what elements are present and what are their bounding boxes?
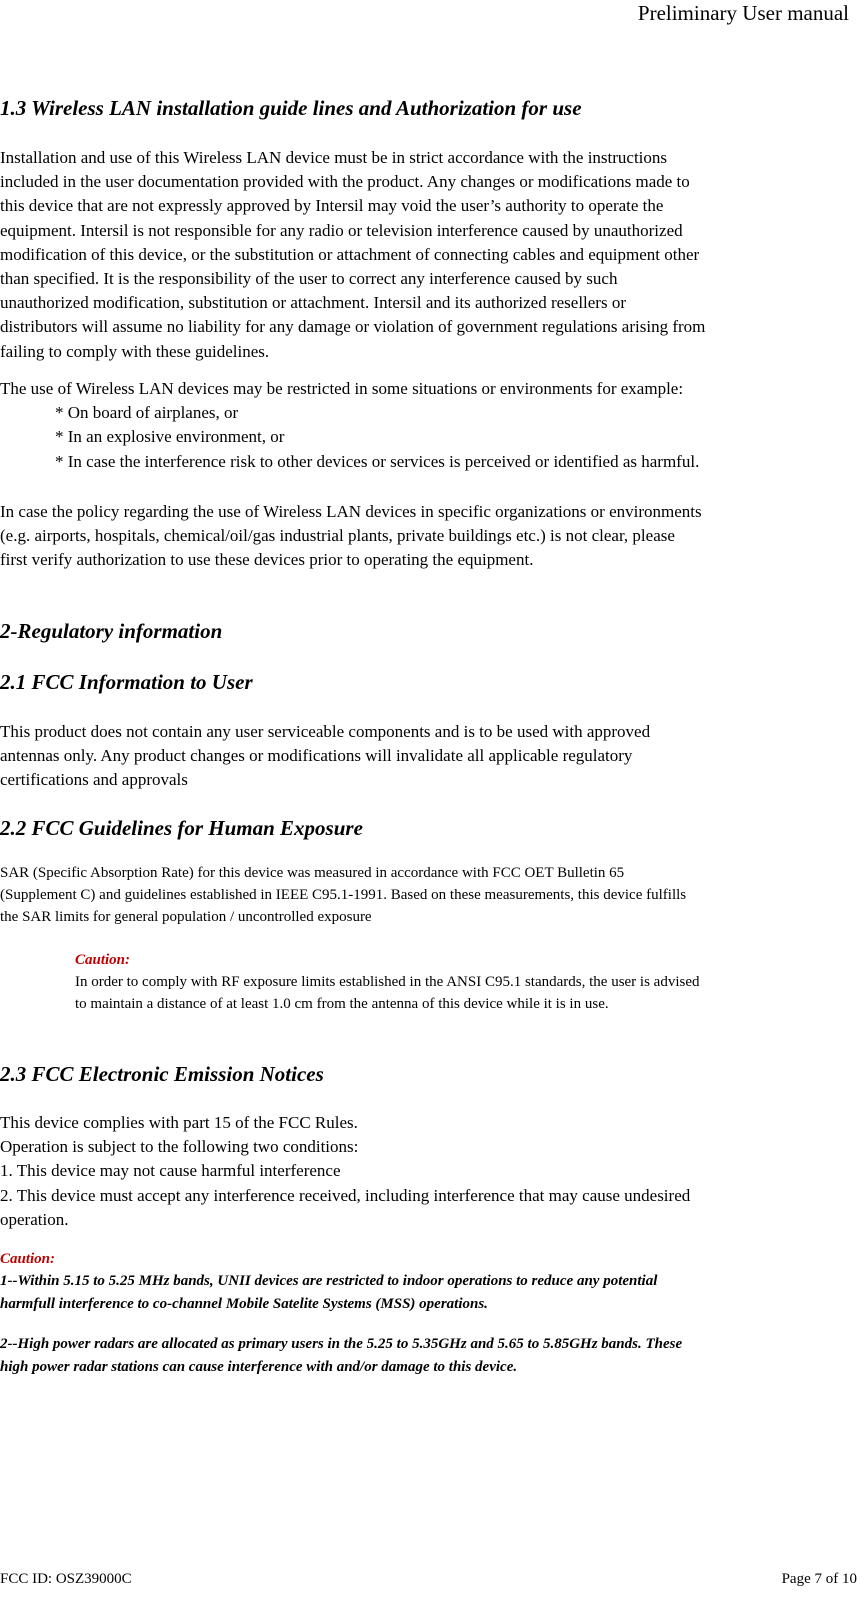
text-line: to maintain a distance of at least 1.0 cm from the antenna of this device while it is in use. — [75, 996, 609, 1012]
footer-page-number: Page 7 of 10 — [781, 1571, 857, 1587]
page-header-title: Preliminary User manual — [637, 1, 849, 25]
section-1-3-paragraph-1 — [0, 146, 857, 364]
rf-exposure-caution — [75, 949, 857, 1015]
text-line: modification of this device, or the substitution or attachment of connecting cables and equipment other — [0, 244, 700, 264]
text-line: 2--High power radars are allocated as primary users in the 5.25 to 5.35GHz and 5.65 to 5.85GHz bands. These — [0, 1336, 683, 1352]
text-line: This product does not contain any user serviceable components and is to be used with approved — [0, 722, 651, 741]
text-line: (Supplement C) and guidelines established in IEEE C95.1-1991. Based on these measurements, this device fulfills — [0, 887, 687, 903]
text-line: SAR (Specific Absorption Rate) for this device was measured in accordance with FCC OET Bulletin 65 — [0, 865, 625, 881]
section-2-2-heading: 2.2 FCC Guidelines for Human Exposure — [0, 816, 363, 840]
section-2-heading: 2-Regulatory information — [0, 619, 223, 643]
text-line: included in the user documentation provided with the product. Any changes or modifications made to — [0, 172, 690, 192]
text-line: (e.g. airports, hospitals, chemical/oil/gas industrial plants, private buildings etc.) is not clear, please — [0, 526, 675, 546]
section-1-3-paragraph-3 — [0, 500, 857, 573]
text-line: Installation and use of this Wireless LAN device must be in strict accordance with the instructions — [0, 148, 668, 167]
text-line: than specified. It is the responsibility of the user to correct any interference caused by such — [0, 269, 618, 289]
section-1-3-paragraph-2 — [0, 377, 857, 474]
section-2-2-paragraph — [0, 862, 857, 928]
footer-fcc-id: FCC ID: OSZ39000C — [0, 1571, 132, 1587]
text-line: In case the policy regarding the use of Wireless LAN devices in specific organizations or environments — [0, 502, 702, 521]
list-item: * On board of airplanes, or — [55, 403, 239, 423]
text-line: harmfull interference to co-channel Mobile Satelite Systems (MSS) operations. — [0, 1296, 488, 1312]
text-line: certifications and approvals — [0, 770, 188, 790]
text-line: This device complies with part 15 of the FCC Rules. — [0, 1113, 358, 1132]
text-line: equipment. Intersil is not responsible for any radio or television interference caused by unauthorized — [0, 220, 683, 240]
caution-label: Caution: — [75, 952, 131, 968]
text-line: the SAR limits for general population / uncontrolled exposure — [0, 909, 372, 925]
text-line: high power radar stations can cause interference with and/or damage to this device. — [0, 1359, 518, 1375]
section-2-3-paragraph — [0, 1111, 857, 1232]
text-line: operation. — [0, 1209, 69, 1229]
section-2-3-heading: 2.3 FCC Electronic Emission Notices — [0, 1062, 324, 1086]
radar-caution — [0, 1333, 857, 1379]
text-line: 2. This device must accept any interference received, including interference that may cause undesired — [0, 1185, 691, 1205]
list-item: * In case the interference risk to other devices or services is perceived or identified as harmful. — [55, 451, 700, 471]
text-line: this device that are not expressly approved by Intersil may void the user’s authority to operate the — [0, 196, 664, 216]
text-line: antennas only. Any product changes or modifications will invalidate all applicable regulatory — [0, 746, 633, 766]
section-1-3-heading: 1.3 Wireless LAN installation guide lines and Authorization for use — [0, 96, 582, 120]
text-line: In order to comply with RF exposure limits established in the ANSI C95.1 standards, the user is advised — [75, 974, 700, 990]
caution-label: Caution: — [0, 1251, 56, 1267]
text-line: 1--Within 5.15 to 5.25 MHz bands, UNII devices are restricted to indoor operations to reduce any potential — [0, 1273, 658, 1289]
text-line: first verify authorization to use these devices prior to operating the equipment. — [0, 550, 534, 570]
text-line: Operation is subject to the following two conditions: — [0, 1137, 359, 1157]
text-line: The use of Wireless LAN devices may be restricted in some situations or environments for example: — [0, 379, 684, 398]
text-line: unauthorized modification, substitution or attachment. Intersil and its authorized resellers or — [0, 293, 626, 313]
section-2-1-heading: 2.1 FCC Information to User — [0, 670, 253, 694]
text-line: failing to comply with these guidelines. — [0, 341, 270, 361]
text-line: 1. This device may not cause harmful interference — [0, 1161, 341, 1181]
section-2-1-paragraph — [0, 720, 857, 793]
band-caution — [0, 1248, 857, 1316]
list-item: * In an explosive environment, or — [55, 427, 285, 447]
text-line: distributors will assume no liability for any damage or violation of government regulations arising from — [0, 317, 706, 337]
